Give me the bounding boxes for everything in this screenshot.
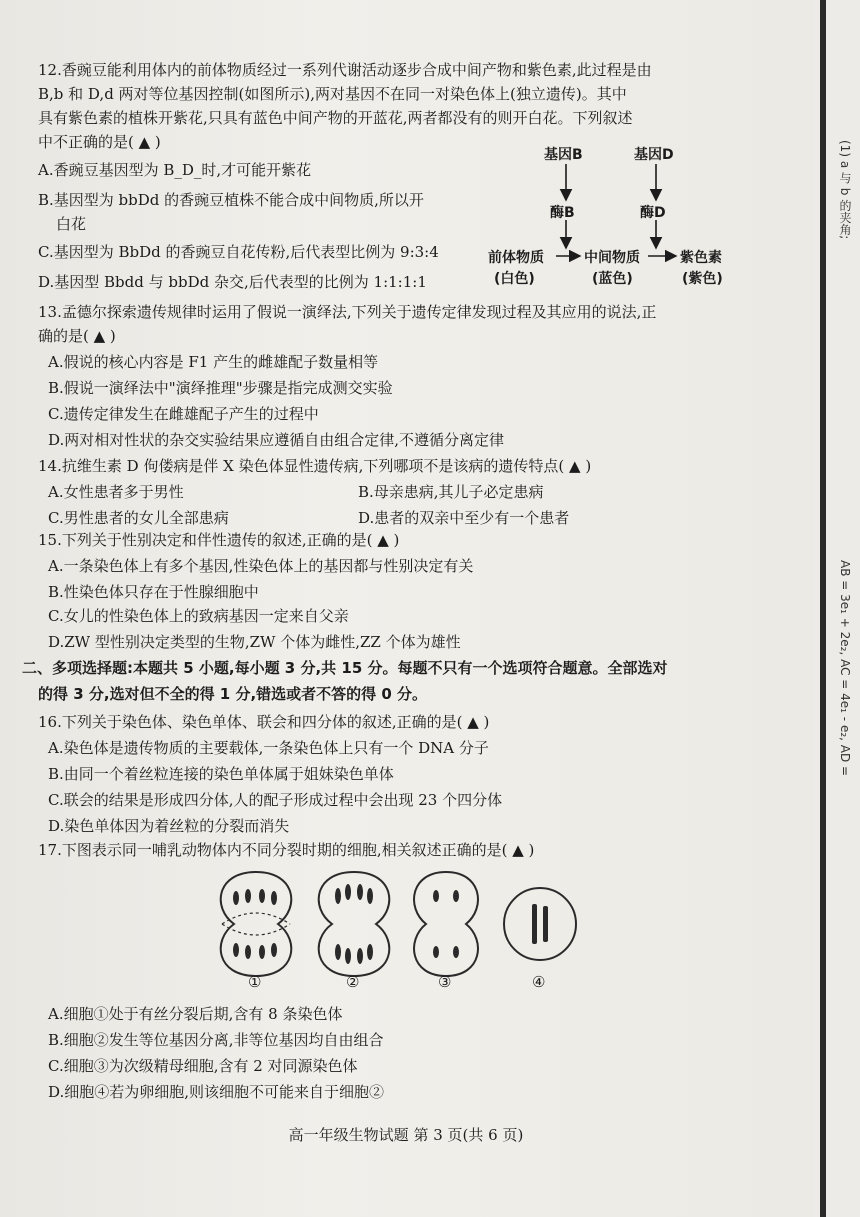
enzyme-b-label: 酶B bbox=[550, 205, 575, 221]
edge-text-1: (1) a 与 b 的夹角; bbox=[838, 140, 852, 240]
intermediate-label: 中间物质 bbox=[584, 250, 640, 266]
pigment-color-label: (紫色) bbox=[682, 271, 723, 287]
page-footer: 高一年级生物试题 第 3 页(共 6 页) bbox=[288, 1126, 524, 1144]
q12-stem-3: 具有紫色素的植株开紫花,只具有蓝色中间产物的开蓝花,两者都没有的则开白花。下列叙述 bbox=[38, 109, 633, 127]
cell-division-figure bbox=[196, 868, 596, 998]
q17-option-b: B.细胞②发生等位基因分离,非等位基因均自由组合 bbox=[48, 1031, 384, 1049]
q14-option-a: A.女性患者多于男性 bbox=[48, 483, 184, 501]
cell-label-2: ② bbox=[346, 973, 360, 991]
adjacent-page-edge bbox=[812, 0, 860, 1217]
q13-option-b: B.假说一演绎法中"演绎推理"步骤是指完成测交实验 bbox=[48, 379, 393, 397]
precursor-label: 前体物质 bbox=[488, 250, 544, 266]
gene-d-label: 基因D bbox=[634, 147, 674, 163]
q16-option-a: A.染色体是遗传物质的主要载体,一条染色体上只有一个 DNA 分子 bbox=[48, 739, 489, 757]
q15-option-a: A.一条染色体上有多个基因,性染色体上的基因都与性别决定有关 bbox=[48, 557, 474, 575]
q17-option-d: D.细胞④若为卵细胞,则该细胞不可能来自于细胞② bbox=[48, 1083, 385, 1101]
section2-header-1: 二、多项选择题:本题共 5 小题,每小题 3 分,共 15 分。每题不只有一个选项符合题意。全部选对 bbox=[22, 659, 668, 677]
q12-stem-1: 12.香豌豆能利用体内的前体物质经过一系列代谢活动逐步合成中间产物和紫色素,此过程是由 bbox=[38, 61, 652, 79]
cell-label-3: ③ bbox=[438, 973, 452, 991]
q14-option-d: D.患者的双亲中至少有一个患者 bbox=[358, 509, 570, 527]
section2-header-2: 的得 3 分,选对但不全的得 1 分,错选或者不答的得 0 分。 bbox=[38, 685, 428, 703]
q12-option-b-cont: 白花 bbox=[56, 215, 87, 233]
q12-option-c: C.基因型为 BbDd 的香豌豆自花传粉,后代表型比例为 9:3:4 bbox=[38, 243, 439, 261]
binding-bar bbox=[820, 0, 826, 1217]
cell-label-4: ④ bbox=[532, 973, 546, 991]
q12-option-a: A.香豌豆基因型为 B_D_时,才可能开紫花 bbox=[38, 161, 312, 179]
q15-option-b: B.性染色体只存在于性腺细胞中 bbox=[48, 583, 259, 601]
q12-stem-2: B,b 和 D,d 两对等位基因控制(如图所示),两对基因不在同一对染色体上(独立遗传)。其中 bbox=[38, 85, 627, 103]
q14-option-c: C.男性患者的女儿全部患病 bbox=[48, 509, 229, 527]
q12-option-b: B.基因型为 bbDd 的香豌豆植株不能合成中间物质,所以开 bbox=[38, 191, 424, 209]
metabolic-pathway-diagram bbox=[486, 144, 746, 294]
intermediate-color-label: (蓝色) bbox=[592, 271, 633, 287]
q16-stem: 16.下列关于染色体、染色单体、联会和四分体的叙述,正确的是( ▲ ) bbox=[38, 713, 490, 731]
q14-option-b: B.母亲患病,其儿子必定患病 bbox=[358, 483, 544, 501]
precursor-color-label: (白色) bbox=[494, 271, 535, 287]
q13-stem-2: 确的是( ▲ ) bbox=[38, 327, 116, 345]
q16-option-c: C.联会的结果是形成四分体,人的配子形成过程中会出现 23 个四分体 bbox=[48, 791, 503, 809]
cell-1 bbox=[221, 872, 292, 976]
q17-option-a: A.细胞①处于有丝分裂后期,含有 8 条染色体 bbox=[48, 1005, 343, 1023]
q15-stem: 15.下列关于性别决定和伴性遗传的叙述,正确的是( ▲ ) bbox=[38, 531, 400, 549]
q15-option-d: D.ZW 型性别决定类型的生物,ZW 个体为雌性,ZZ 个体为雄性 bbox=[48, 633, 461, 651]
enzyme-d-label: 酶D bbox=[640, 205, 666, 221]
cell-label-1: ① bbox=[248, 973, 262, 991]
q13-option-c: C.遗传定律发生在雌雄配子产生的过程中 bbox=[48, 405, 319, 423]
q16-option-b: B.由同一个着丝粒连接的染色单体属于姐妹染色单体 bbox=[48, 765, 394, 783]
q17-stem: 17.下图表示同一哺乳动物体内不同分裂时期的细胞,相关叙述正确的是( ▲ ) bbox=[38, 841, 535, 859]
q13-option-d: D.两对相对性状的杂交实验结果应遵循自由组合定律,不遵循分离定律 bbox=[48, 431, 505, 449]
pigment-label: 紫色素 bbox=[680, 250, 722, 266]
q12-option-d: D.基因型 Bbdd 与 bbDd 杂交,后代表型的比例为 1:1:1:1 bbox=[38, 273, 427, 291]
q13-option-a: A.假说的核心内容是 F1 产生的雌雄配子数量相等 bbox=[48, 353, 379, 371]
q13-stem-1: 13.孟德尔探索遗传规律时运用了假说一演绎法,下列关于遗传定律发现过程及其应用的说法,正 bbox=[38, 303, 657, 321]
cell-3 bbox=[414, 872, 478, 976]
cell-4 bbox=[504, 888, 576, 960]
cell-2 bbox=[319, 872, 390, 976]
q15-option-c: C.女儿的性染色体上的致病基因一定来自父亲 bbox=[48, 607, 349, 625]
q14-stem: 14.抗维生素 D 佝偻病是伴 X 染色体显性遗传病,下列哪项不是该病的遗传特点( ▲ ) bbox=[38, 457, 592, 475]
q16-option-d: D.染色单体因为着丝粒的分裂而消失 bbox=[48, 817, 290, 835]
q12-stem-4: 中不正确的是( ▲ ) bbox=[38, 133, 161, 151]
edge-text-2: AB = 3e₁ + 2e₂, AC = 4e₁ - e₂, AD = bbox=[838, 560, 852, 777]
gene-b-label: 基因B bbox=[544, 147, 583, 163]
q17-option-c: C.细胞③为次级精母细胞,含有 2 对同源染色体 bbox=[48, 1057, 358, 1075]
